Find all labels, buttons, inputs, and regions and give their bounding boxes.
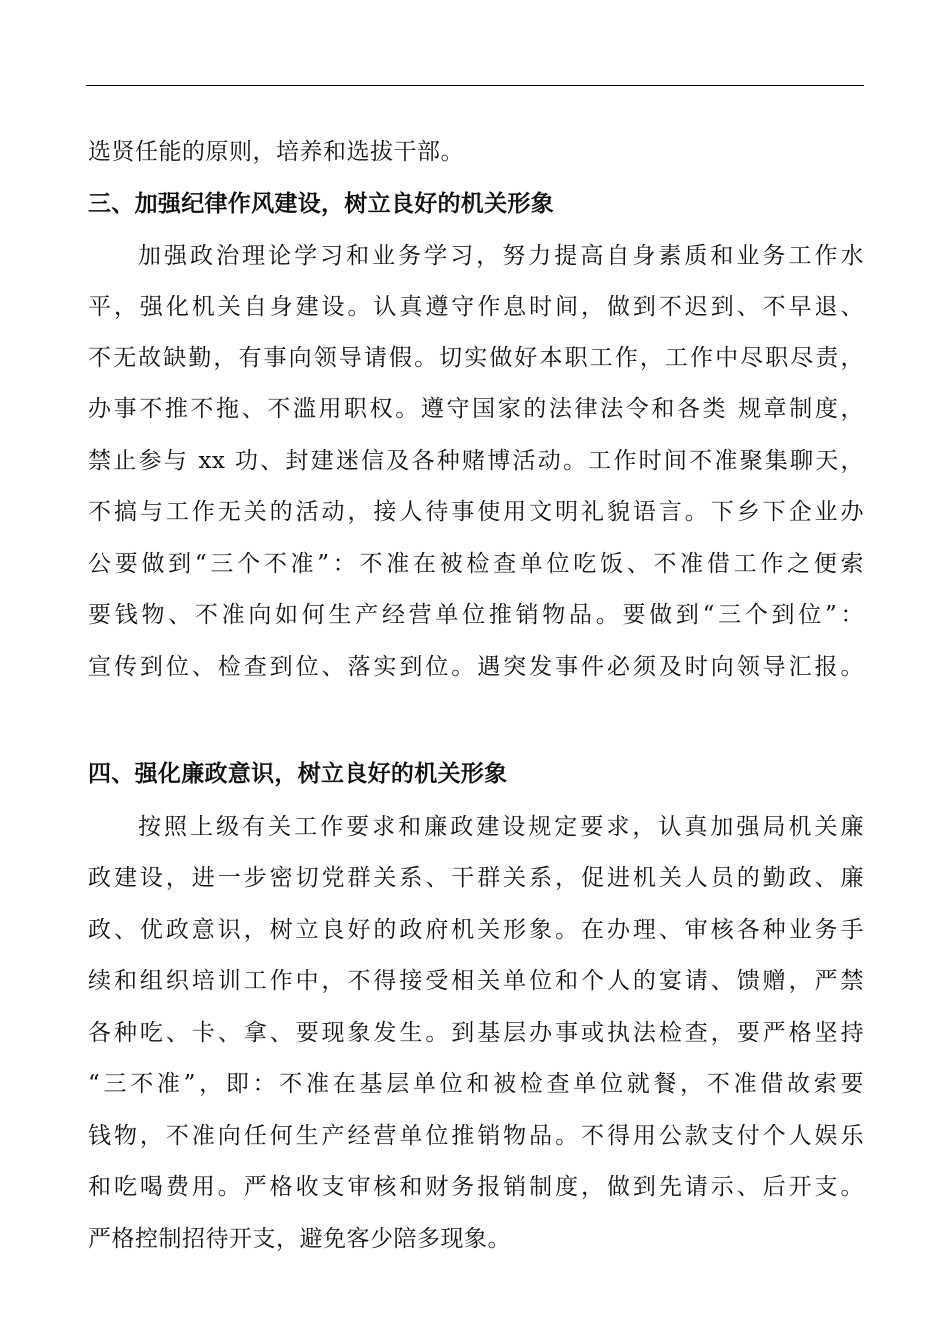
paragraph-line: 续和组织培训工作中，不得接受相关单位和个人的宴请、馈赠，严禁 [88,968,864,994]
paragraph-line: 禁止参与 xx 功、封建迷信及各种赌博活动。工作时间不准聚集聊天， [88,448,864,474]
paragraph-line: 要钱物、不准向如何生产经营单位推销物品。要做到“三个到位”： [88,602,864,628]
paragraph-line: 平，强化机关自身建设。认真遵守作息时间，做到不迟到、不早退、 [88,294,864,320]
section-3-heading: 三、加强纪律作风建设，树立良好的机关形象 [88,191,554,217]
paragraph-line: 和吃喝费用。严格收支审核和财务报销制度，做到先请示、后开支。 [88,1174,864,1200]
paragraph-line: 不搞与工作无关的活动，接人待事使用文明礼貌语言。下乡下企业办 [88,499,864,525]
paragraph-line: 钱物，不准向任何生产经营单位推销物品。不得用公款支付个人娱乐 [88,1123,864,1149]
paragraph-line: 按照上级有关工作要求和廉政建设规定要求，认真加强局机关廉 [138,814,864,840]
paragraph-line: 政建设，进一步密切党群关系、干群关系，促进机关人员的勤政、廉 [88,865,864,891]
paragraph-line: 各种吃、卡、拿、要现象发生。到基层办事或执法检查，要严格坚持 [88,1020,864,1046]
section-4-heading: 四、强化廉政意识，树立良好的机关形象 [88,761,508,787]
header-rule [86,85,864,86]
paragraph-line: 加强政治理论学习和业务学习，努力提高自身素质和业务工作水 [138,243,864,269]
paragraph-line: 宣传到位、检查到位、落实到位。遇突发事件必须及时向领导汇报。 [88,654,864,680]
paragraph-line: “三不准”，即：不准在基层单位和被检查单位就餐，不准借故索要 [88,1071,864,1097]
paragraph-line: 办事不推不拖、不滥用职权。遵守国家的法律法令和各类 规章制度， [88,396,864,422]
body-line: 选贤任能的原则，培养和选拔干部。 [88,139,464,165]
paragraph-line: 政、优政意识，树立良好的政府机关形象。在办理、审核各种业务手 [88,917,864,943]
paragraph-line: 严格控制招待开支，避免客少陪多现象。 [88,1226,511,1252]
paragraph-line: 公要做到“三个不准”：不准在被检查单位吃饭、不准借工作之便索 [88,551,864,577]
paragraph-line: 不无故缺勤，有事向领导请假。切实做好本职工作，工作中尽职尽责， [88,345,864,371]
